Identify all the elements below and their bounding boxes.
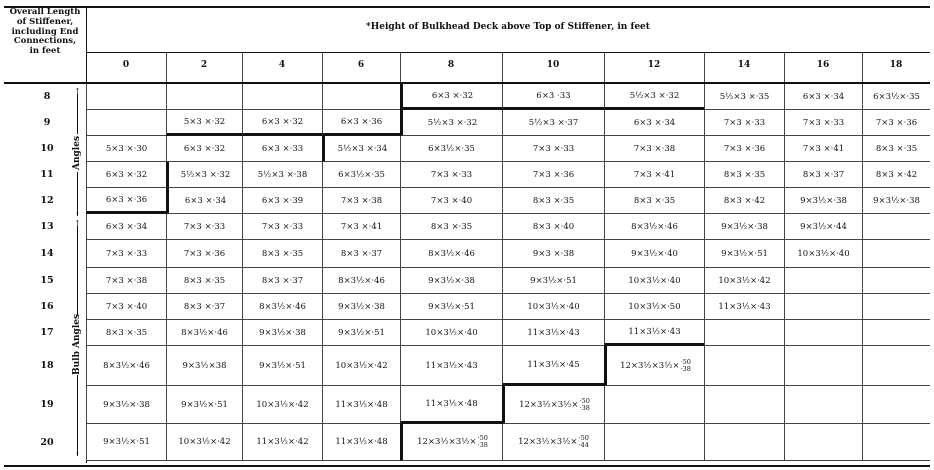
table-cell: 8×3 ×·37 bbox=[242, 268, 322, 294]
table-cell: 5½×3 ×·32 bbox=[166, 162, 242, 188]
table-cell: 9×3½×·40 bbox=[604, 240, 704, 268]
table-cell: 9×3½×·38 bbox=[862, 188, 930, 214]
table-cell: 11×3½×·48 bbox=[400, 386, 502, 424]
table-cell: 8×3½×·46 bbox=[322, 268, 400, 294]
length-header-line: Overall Length bbox=[9, 7, 81, 17]
column-header-divider bbox=[400, 52, 401, 82]
table-cell: 7×3 ×·36 bbox=[704, 136, 784, 162]
table-cell: 8×3½×·46 bbox=[400, 240, 502, 268]
table-cell bbox=[704, 346, 784, 386]
row-length-label: 19 bbox=[40, 399, 54, 410]
row-length-label: 14 bbox=[40, 248, 54, 259]
table-cell bbox=[784, 294, 862, 320]
row-length-label: 18 bbox=[40, 360, 54, 371]
table-cell bbox=[704, 320, 784, 346]
table-cell: 10×3½×·40 bbox=[784, 240, 862, 268]
table-cell: 6×3 ×·34 bbox=[86, 214, 166, 240]
table-cell bbox=[862, 214, 930, 240]
table-cell bbox=[862, 424, 930, 461]
table-cell: 9×3½×·38 bbox=[242, 320, 322, 346]
table-cell: 7×3 ×·41 bbox=[784, 136, 862, 162]
table-cell: 10×3½×·40 bbox=[604, 268, 704, 294]
table-cell: 8×3½×·46 bbox=[86, 346, 166, 386]
column-header-10: 10 bbox=[546, 60, 560, 70]
table-cell: 5½×3 ×·37 bbox=[502, 110, 604, 136]
table-cell: 6×3 ×·36 bbox=[322, 110, 400, 136]
table-cell: 5½×3 ×·34 bbox=[322, 136, 400, 162]
column-header-0: 0 bbox=[122, 60, 130, 70]
table-cell bbox=[862, 294, 930, 320]
table-cell: 11×3½×·45 bbox=[502, 346, 604, 386]
table-cell bbox=[784, 268, 862, 294]
table-cell: 10×3½×·50 bbox=[604, 294, 704, 320]
table-cell: 8×3 ×·35 bbox=[604, 188, 704, 214]
table-cell: 12×3½×3½× ·50 ·44 bbox=[502, 424, 604, 461]
table-cell: 9×3 ×·38 bbox=[502, 240, 604, 268]
table-cell: 10×3½×·42 bbox=[166, 424, 242, 461]
table-cell: 9×3½×·38 bbox=[704, 214, 784, 240]
table-cell: 5×3 ×·30 bbox=[86, 136, 166, 162]
table-cell: 8×3 ×·35 bbox=[502, 188, 604, 214]
table-cell bbox=[862, 386, 930, 424]
table-cell: 10×3½×·42 bbox=[704, 268, 784, 294]
table-cell: 12×3½×3½× ·50 ·38 bbox=[604, 346, 704, 386]
table-cell bbox=[784, 320, 862, 346]
table-cell: 9×3½×·51 bbox=[400, 294, 502, 320]
table-cell: 9×3½×38 bbox=[166, 346, 242, 386]
column-header-8: 8 bbox=[447, 60, 455, 70]
column-header-6: 6 bbox=[357, 60, 365, 70]
bracket-arrow-up-icon: ↑ bbox=[74, 219, 81, 228]
row-length-label: 16 bbox=[40, 301, 54, 312]
table-cell: 8×3 ×·35 bbox=[166, 268, 242, 294]
length-header-line: Connections, bbox=[13, 36, 77, 47]
row-length-label: 11 bbox=[40, 169, 54, 180]
column-header-divider bbox=[502, 52, 503, 82]
table-cell: 6×3½×·35 bbox=[400, 136, 502, 162]
table-cell: 6×3 ×·32 bbox=[242, 110, 322, 136]
table-cell bbox=[784, 424, 862, 461]
table-cell: 8×3½×·46 bbox=[166, 320, 242, 346]
table-cell: 12×3½×3½× ·50 ·38 bbox=[502, 386, 604, 424]
table-cell bbox=[862, 346, 930, 386]
row-length-label: 20 bbox=[40, 437, 54, 448]
table-cell: 8×3 ×·42 bbox=[862, 162, 930, 188]
bracket-arrow-up-icon: ↑ bbox=[74, 87, 81, 96]
table-cell: 11×3½×·48 bbox=[322, 386, 400, 424]
table-cell bbox=[784, 386, 862, 424]
table-cell: 7×3 ×·38 bbox=[604, 136, 704, 162]
table-cell: 6×3 ×·34 bbox=[166, 188, 242, 214]
table-cell: 9×3½×·44 bbox=[784, 214, 862, 240]
row-length-label: 13 bbox=[40, 221, 54, 232]
row-length-label: 10 bbox=[40, 143, 54, 154]
column-header-4: 4 bbox=[278, 60, 286, 70]
table-cell: 7×3 ×·33 bbox=[784, 110, 862, 136]
table-cell: 5½×3 ×·38 bbox=[242, 162, 322, 188]
table-cell: 7×3 ×·33 bbox=[704, 110, 784, 136]
table-cell: 9×3½×·38 bbox=[784, 188, 862, 214]
column-header-2: 2 bbox=[200, 60, 208, 70]
table-cell: 8×3 ×·35 bbox=[86, 320, 166, 346]
column-header-12: 12 bbox=[647, 60, 661, 70]
table-cell: 8×3 ×·35 bbox=[862, 136, 930, 162]
row-length-label: 15 bbox=[40, 275, 54, 286]
column-header-14: 14 bbox=[737, 60, 751, 70]
table-cell bbox=[784, 346, 862, 386]
table-cell: 8×3 ×·37 bbox=[166, 294, 242, 320]
column-header-divider bbox=[784, 52, 785, 82]
table-cell: 7×3 ×·38 bbox=[322, 188, 400, 214]
table-cell: 8×3 ×·42 bbox=[704, 188, 784, 214]
table-cell: 6×3 ×·36 bbox=[86, 188, 166, 214]
height-header: *Height of Bulkhead Deck above Top of Stiffener, in feet bbox=[366, 22, 650, 32]
table-cell: 9×3½×·38 bbox=[400, 268, 502, 294]
table-cell: 9×3½×·51 bbox=[86, 424, 166, 461]
table-cell: 8×3 ×·40 bbox=[502, 214, 604, 240]
table-cell: 10×3½×·42 bbox=[322, 346, 400, 386]
table-cell bbox=[322, 84, 400, 110]
table-cell bbox=[704, 424, 784, 461]
length-header-line: of Stiffener, bbox=[16, 16, 74, 27]
table-cell: 10×3½×·42 bbox=[242, 386, 322, 424]
table-cell: 11×3½×·43 bbox=[502, 320, 604, 346]
table-cell: 7×3 ×·33 bbox=[502, 136, 604, 162]
table-cell: 9×3½×·51 bbox=[704, 240, 784, 268]
table-cell: 8×3½×·46 bbox=[604, 214, 704, 240]
table-cell: 7×3 ×·40 bbox=[86, 294, 166, 320]
table-cell bbox=[862, 268, 930, 294]
length-header-line: in feet bbox=[29, 46, 61, 57]
table-cell: 6×3 ×·39 bbox=[242, 188, 322, 214]
table-cell: 6×3 ×·33 bbox=[242, 136, 322, 162]
table-cell: 6×3 ×·32 bbox=[86, 162, 166, 188]
table-cell bbox=[242, 84, 322, 110]
table-cell: 6×3½×·35 bbox=[322, 162, 400, 188]
row-length-label: 9 bbox=[43, 117, 51, 128]
length-header-line: including End bbox=[11, 26, 79, 37]
table-cell: 6×3 ×·32 bbox=[166, 136, 242, 162]
table-cell: 7×3 ×·36 bbox=[502, 162, 604, 188]
angles-group-label: Angles bbox=[72, 135, 82, 171]
table-cell bbox=[862, 240, 930, 268]
table-cell: 5½×3 ×·32 bbox=[400, 110, 502, 136]
table-cell: 7×3 ×·36 bbox=[862, 110, 930, 136]
column-header-divider bbox=[862, 52, 863, 82]
table-cell: 7×3 ×·33 bbox=[242, 214, 322, 240]
table-cell: 11×3½×·42 bbox=[242, 424, 322, 461]
bracket-arrow-down-icon: ↓ bbox=[74, 207, 81, 216]
table-cell: 6×3 ×·34 bbox=[784, 84, 862, 110]
table-cell: 8×3 ×·37 bbox=[322, 240, 400, 268]
table-cell: 5½×3 ×·32 bbox=[604, 84, 704, 110]
table-cell: 7×3 ×·33 bbox=[400, 162, 502, 188]
table-cell: 7×3 ×·41 bbox=[604, 162, 704, 188]
table-cell: 7×3 ×·33 bbox=[166, 214, 242, 240]
table-cell: 12×3½×3½× ·50 ·38 bbox=[400, 424, 502, 461]
table-cell: 11×3½×·48 bbox=[322, 424, 400, 461]
column-header-divider bbox=[242, 52, 243, 82]
column-header-16: 16 bbox=[816, 60, 830, 70]
table-cell: 7×3 ×·36 bbox=[166, 240, 242, 268]
table-cell: 6×3 ×·32 bbox=[400, 84, 502, 110]
table-cell: 6×3½×·35 bbox=[862, 84, 930, 110]
table-cell bbox=[604, 424, 704, 461]
table-cell: 9×3½×·51 bbox=[502, 268, 604, 294]
table-cell: 7×3 ×·41 bbox=[322, 214, 400, 240]
table-cell: 10×3½×·40 bbox=[400, 320, 502, 346]
table-cell: 7×3 ×·40 bbox=[400, 188, 502, 214]
column-header-divider bbox=[704, 52, 705, 82]
row-length-label: 17 bbox=[40, 327, 54, 338]
table-cell bbox=[604, 386, 704, 424]
table-cell: 9×3½×·51 bbox=[242, 346, 322, 386]
table-cell: 11×3½×·43 bbox=[400, 346, 502, 386]
height-header-divider bbox=[86, 52, 930, 53]
table-cell bbox=[862, 320, 930, 346]
table-cell: 10×3½×·40 bbox=[502, 294, 604, 320]
table-cell: 6×3 ·33 bbox=[502, 84, 604, 110]
column-header-divider bbox=[166, 52, 167, 82]
table-cell: 5½×3 ×·35 bbox=[704, 84, 784, 110]
table-cell: 11×3½×·43 bbox=[704, 294, 784, 320]
table-cell: 8×3 ×·35 bbox=[242, 240, 322, 268]
table-cell: 5×3 ×·32 bbox=[166, 110, 242, 136]
table-cell: 8×3 ×·37 bbox=[784, 162, 862, 188]
table-cell: 9×3½×·38 bbox=[86, 386, 166, 424]
table-cell bbox=[86, 110, 166, 136]
table-cell bbox=[86, 84, 166, 110]
column-header-divider bbox=[604, 52, 605, 82]
table-cell: 11×3½×·43 bbox=[604, 320, 704, 346]
table-cell: 8×3 ×·35 bbox=[400, 214, 502, 240]
table-cell bbox=[704, 386, 784, 424]
bulb-angles-group-label: Bulb Angles bbox=[72, 313, 82, 375]
bracket-arrow-down-icon: ↓ bbox=[74, 447, 81, 456]
table-cell: 8×3 ×·35 bbox=[704, 162, 784, 188]
table-cell: 7×3 ×·33 bbox=[86, 240, 166, 268]
table-cell: 9×3½×·51 bbox=[322, 320, 400, 346]
table-cell: 8×3½×·46 bbox=[242, 294, 322, 320]
table-cell: 9×3½×·51 bbox=[166, 386, 242, 424]
table-cell: 7×3 ×·38 bbox=[86, 268, 166, 294]
table-cell: 6×3 ×·34 bbox=[604, 110, 704, 136]
row-length-label: 8 bbox=[43, 91, 51, 102]
table-cell: 9×3½×·38 bbox=[322, 294, 400, 320]
length-column-header bbox=[6, 8, 84, 57]
row-length-label: 12 bbox=[40, 195, 54, 206]
column-header-18: 18 bbox=[889, 60, 903, 70]
table-cell bbox=[166, 84, 242, 110]
column-header-divider bbox=[322, 52, 323, 82]
